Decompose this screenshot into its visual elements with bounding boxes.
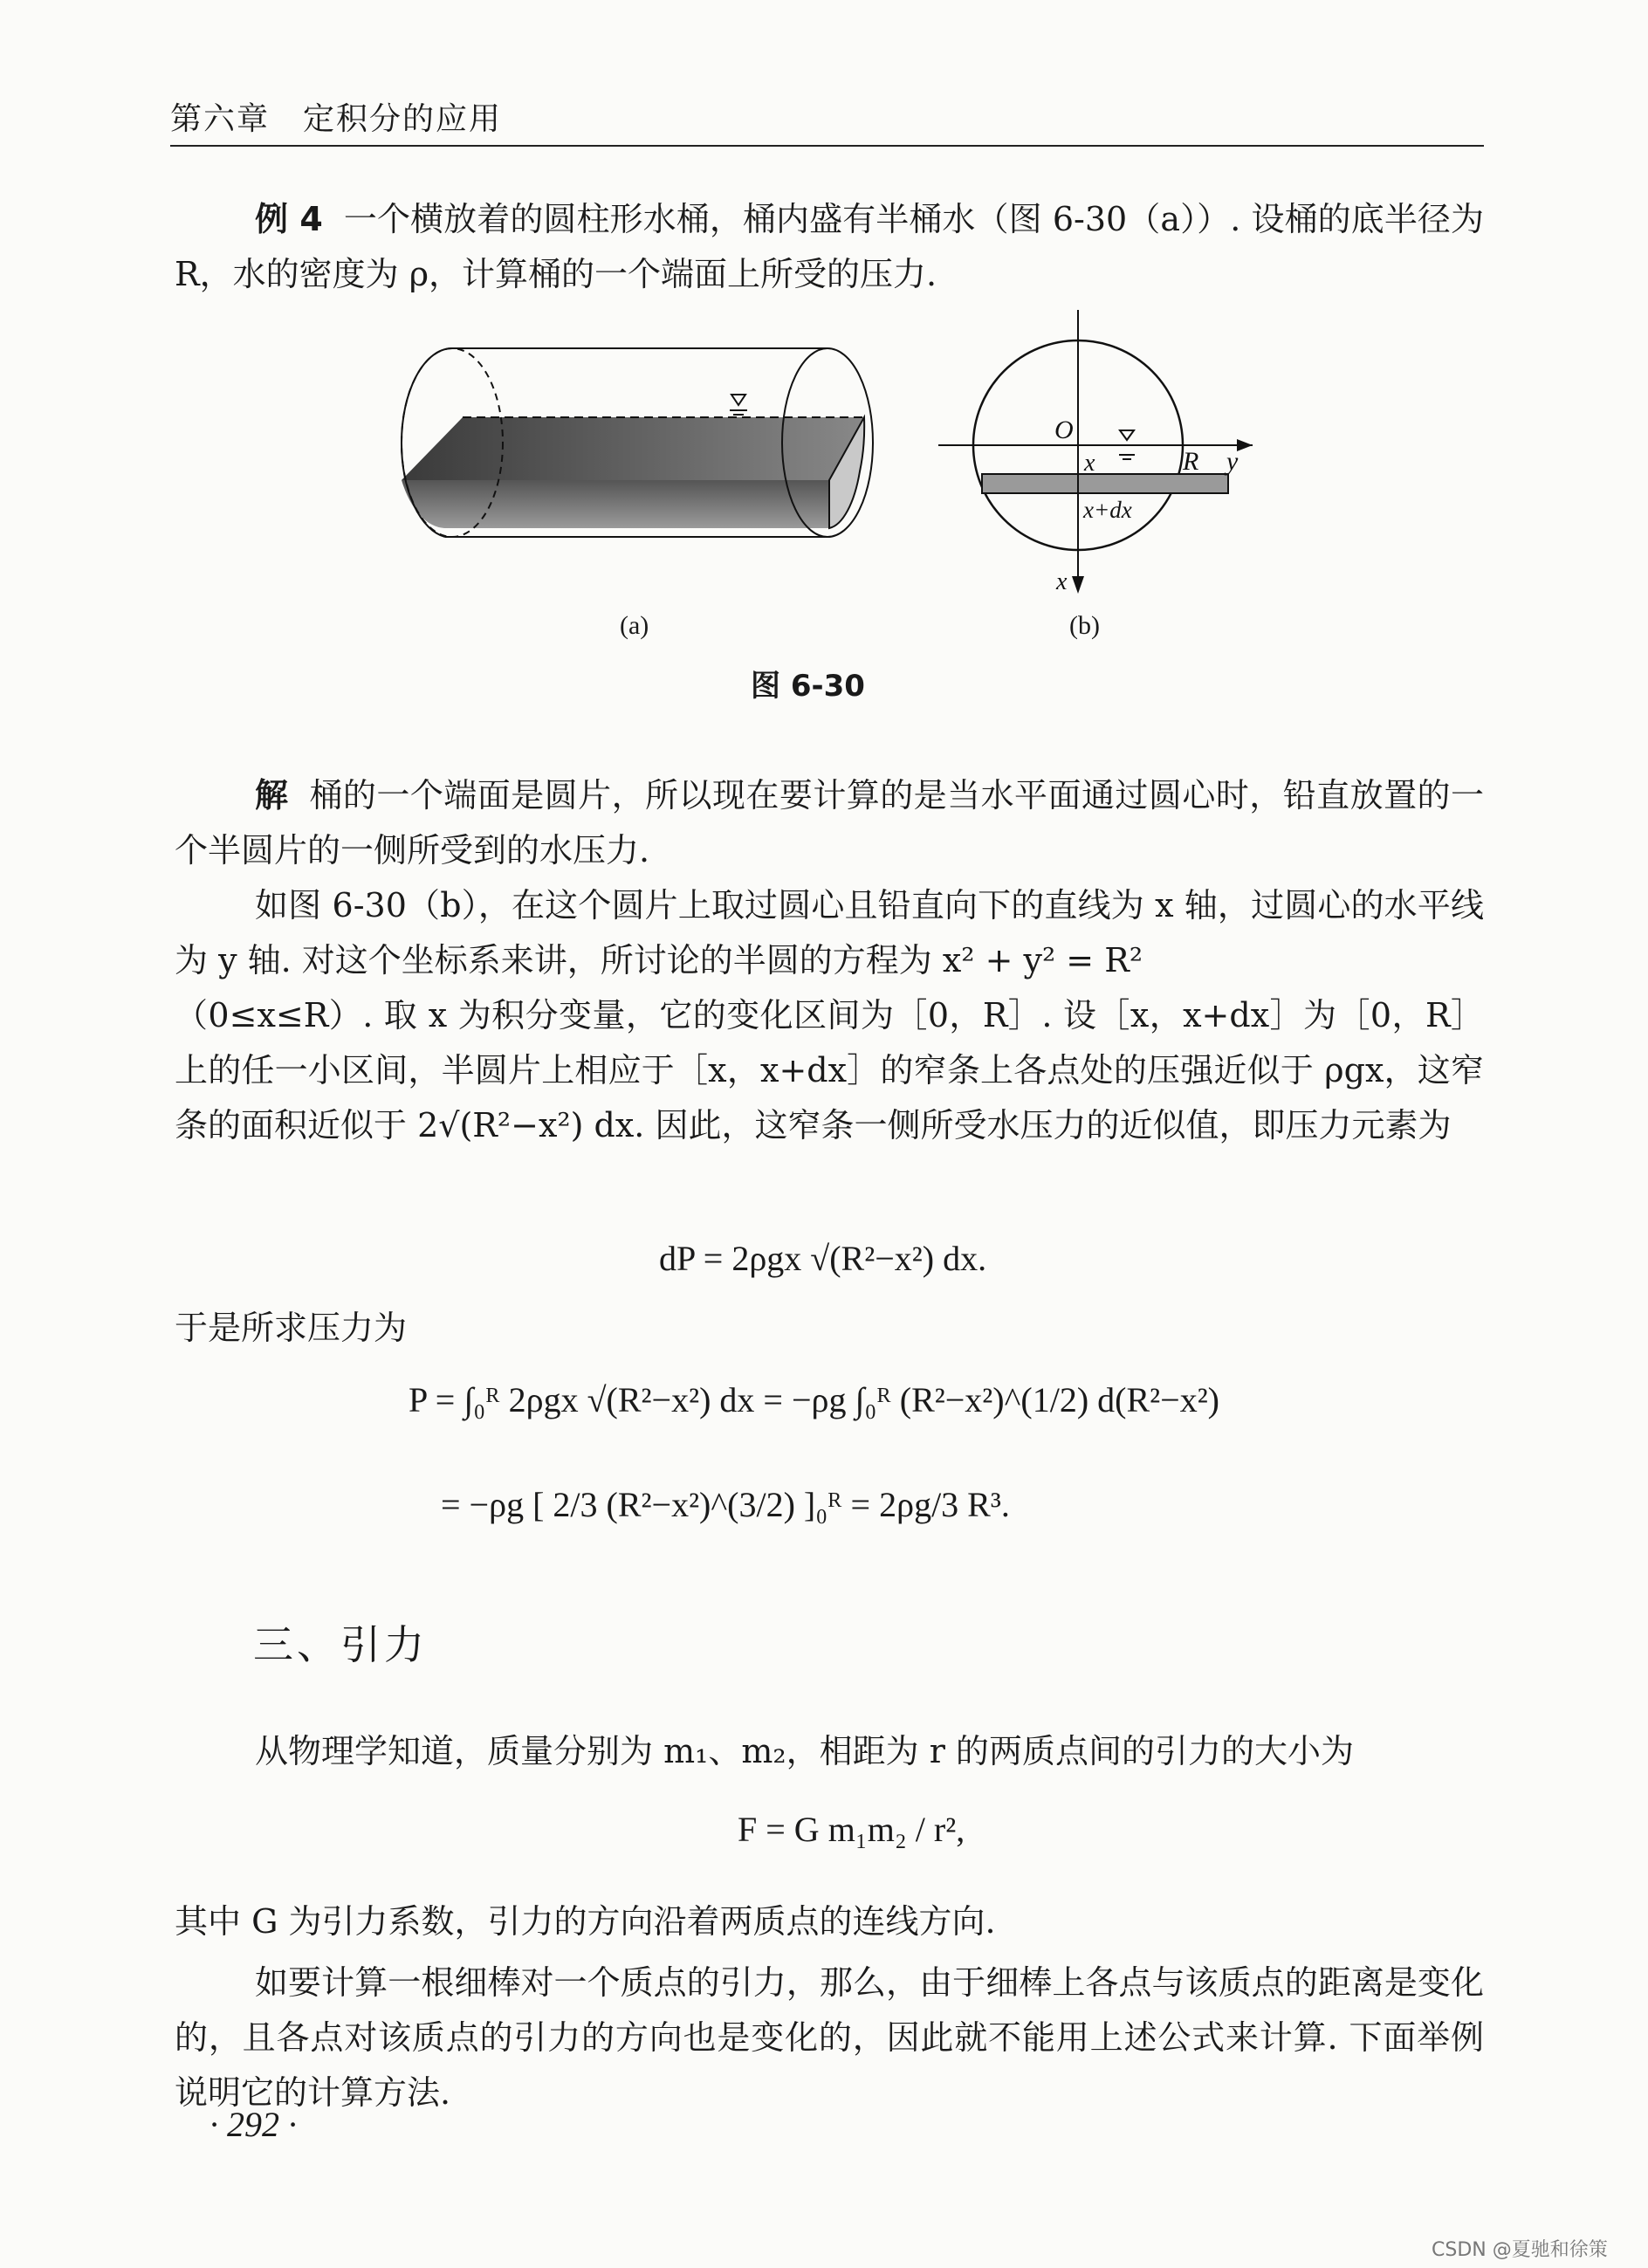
gravity-paragraph-3 — [175, 1955, 1484, 2120]
figure-b-caption: (b) — [1069, 611, 1100, 640]
watermark: CSDN @夏驰和徐策 — [1432, 2239, 1608, 2261]
figure-caption: 图 6-30 — [751, 669, 865, 704]
solution-paragraph-2 — [175, 878, 1484, 1153]
equation-integral-2: = −ρg [ 2/3 (R²−x²)^(3/2) ]₀ᴿ = 2ρg/3 R³. — [441, 1485, 1010, 1524]
solution-text-2b: （0≤x≤R）. 取 x 为积分变量，它的变化区间为［0，R］. 设［x，x+dx］为［0，R］上的任一小区间，半圆片上相应于［x，x+dx］的窄条上各点处的压强近似于 ρgx，这窄条的面积近似于 2√(R²−x²) dx. 因此，这窄条一侧所受水压力的近似值，即压力元素为 — [175, 996, 1484, 1144]
solution-text-3: 于是所求压力为 — [175, 1309, 408, 1347]
page-number: · 292 · — [209, 2105, 297, 2144]
label-y: y — [1226, 447, 1239, 476]
label-O: O — [1054, 416, 1074, 444]
label-x-axis: x — [1056, 568, 1068, 595]
running-header — [170, 94, 502, 139]
solution-paragraph-1 — [175, 768, 1484, 878]
solution-text-2a: 如图 6-30（b），在这个圆片上取过圆心且铅直向下的直线为 x 轴，过圆心的水平线为 y 轴. 对这个坐标系来讲，所讨论的半圆的方程为 x² + y² = R² — [175, 886, 1484, 979]
figure-a-caption: (a) — [620, 611, 649, 640]
label-x-plus-dx: x+dx — [1083, 497, 1132, 523]
chapter-label: 第六章 — [170, 101, 271, 137]
gravity-paragraph-1 — [175, 1724, 1484, 1779]
header-rule — [170, 145, 1484, 147]
equation-dP: dP = 2ρgx √(R²−x²) dx. — [659, 1239, 987, 1278]
gravity-text-2: 其中 G 为引力系数，引力的方向沿着两质点的连线方向. — [175, 1902, 996, 1941]
example-paragraph — [175, 192, 1484, 302]
equation-gravity: F = G m₁m₂ / r², — [738, 1810, 965, 1849]
gravity-text-3: 如要计算一根细棒对一个质点的引力，那么，由于细棒上各点与该质点的距离是变化的，且各点对该质点的引力的方向也是变化的，因此就不能用上述公式来计算. 下面举例说明它的计算方法. — [175, 1963, 1484, 2112]
example-text: 一个横放着的圆柱形水桶，桶内盛有半桶水（图 6-30（a））. 设桶的底半径为 R，水的密度为 ρ，计算桶的一个端面上所受的压力. — [175, 200, 1484, 293]
figure-a-cylinder — [384, 340, 890, 550]
figure-b-cross-section — [930, 301, 1261, 602]
chapter-title: 定积分的应用 — [303, 101, 503, 137]
solution-label: 解 — [255, 776, 289, 814]
solution-text-1: 桶的一个端面是圆片，所以现在要计算的是当水平面通过圆心时，铅直放置的一个半圆片的一侧所受到的水压力. — [175, 776, 1484, 869]
label-R: R — [1183, 447, 1199, 476]
gravity-paragraph-2 — [175, 1894, 1484, 1949]
solution-paragraph-3 — [175, 1301, 1484, 1356]
label-x: x — [1084, 450, 1095, 477]
gravity-text-1: 从物理学知道，质量分别为 m₁、m₂，相距为 r 的两质点间的引力的大小为 — [255, 1732, 1354, 1770]
section-heading: 三、引力 — [253, 1621, 428, 1668]
example-label: 例 4 — [255, 200, 323, 238]
equation-integral-1: P = ∫₀ᴿ 2ρgx √(R²−x²) dx = −ρg ∫₀ᴿ (R²−x²)^(1/2) d(R²−x²) — [409, 1380, 1220, 1419]
